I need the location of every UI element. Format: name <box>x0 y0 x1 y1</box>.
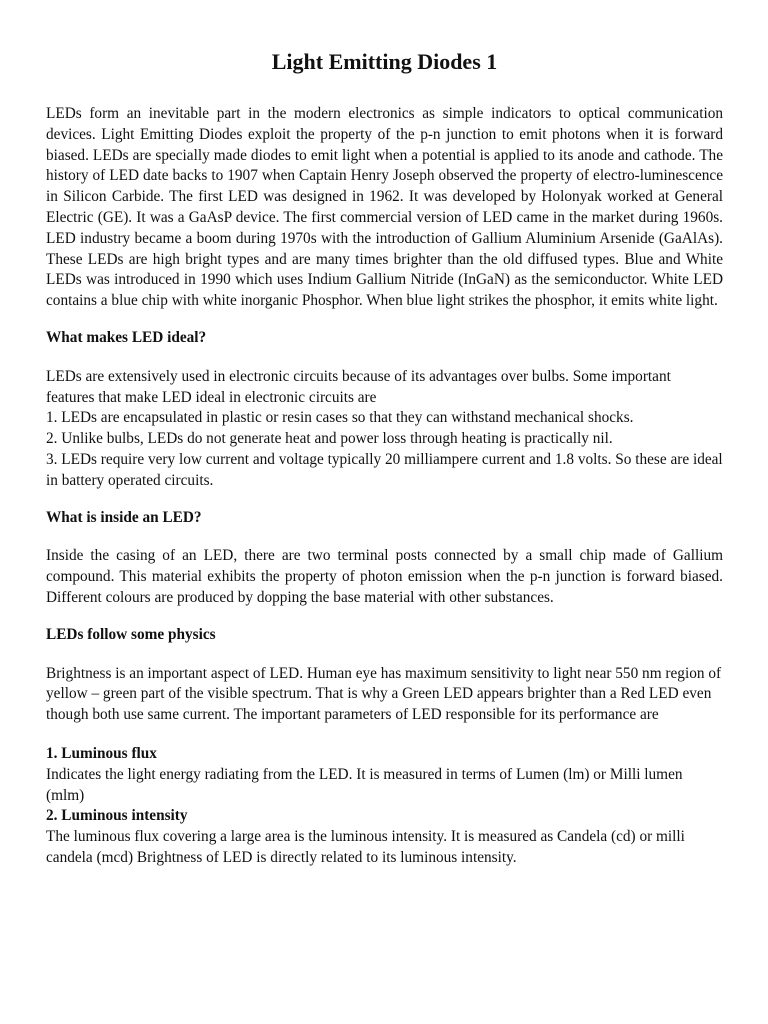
section-heading-led-ideal: What makes LED ideal? <box>46 328 207 346</box>
section-inside-led-body: Inside the casing of an LED, there are two terminal posts connected by a small chip made of Gallium compound. This material exhibits the property of photon emission when the p-n junction is forward biased. Different colours are produced by dopping the base material with other substances. <box>46 547 723 606</box>
led-ideal-point-1: 1. LEDs are encapsulated in plastic or resin cases so that they can withstand mechanical shocks. <box>46 409 634 427</box>
parameter-body-luminous-flux: Indicates the light energy radiating from the LED. It is measured in terms of Lumen (lm) or Milli lumen (mlm) <box>46 765 683 804</box>
section-led-ideal-body <box>46 367 723 492</box>
section-physics-body: Brightness is an important aspect of LED. Human eye has maximum sensitivity to light near 550 nm region of yellow – green part of the visible spectrum. That is why a Green LED appears brighter than a Red LED even though both use same current. The important parameters of LED responsible for its performance are <box>46 664 722 724</box>
document-page <box>46 48 723 869</box>
led-ideal-intro-line: LEDs are extensively used in electronic circuits because of its advantages over bulbs. Some important features that make LED ideal in electronic circuits are <box>46 367 671 406</box>
parameters-list <box>46 744 723 869</box>
led-ideal-point-2: 2. Unlike bulbs, LEDs do not generate heat and power loss through heating is practically nil. <box>46 430 613 448</box>
section-heading-physics: LEDs follow some physics <box>46 625 216 643</box>
parameter-title-luminous-intensity: 2. Luminous intensity <box>46 807 188 825</box>
page-title: Light Emitting Diodes 1 <box>271 49 498 74</box>
parameter-body-luminous-intensity: The luminous flux covering a large area is the luminous intensity. It is measured as Candela (cd) or milli candela (mcd) Brightness of LED is directly related to its luminous intensity. <box>46 828 685 866</box>
intro-paragraph: LEDs form an inevitable part in the modern electronics as simple indicators to optical communication devices. Light Emitting Diodes exploit the property of the p-n junction to emit photons when it is forward biased. LEDs are specially made diodes to emit light when a potential is applied to its anode and cathode. The history of LED date backs to 1907 when Captain Henry Joseph observed the property of electro-luminescence in Silicon Carbide. The first LED was designed in 1962. It was developed by Holonyak worked at General Electric (GE). It was a GaAsP device. The first commercial version of LED came in the market during 1960s. LED industry became a boom during 1970s with the introduction of Gallium Aluminium Arsenide (GaAlAs). These LEDs are high bright types and are many times brighter than the old diffused types. Blue and White LEDs was introduced in 1990 which uses Indium Gallium Nitride (InGaN) as the semiconductor. White LED contains a blue chip with white inorganic Phosphor. When blue light strikes the phosphor, it emits white light. <box>46 105 723 310</box>
led-ideal-point-3: 3. LEDs require very low current and voltage typically 20 milliampere current and 1.8 volts. So these are ideal in battery operated circuits. <box>46 450 723 489</box>
parameter-title-luminous-flux: 1. Luminous flux <box>46 744 157 762</box>
section-heading-inside-led: What is inside an LED? <box>46 508 202 526</box>
